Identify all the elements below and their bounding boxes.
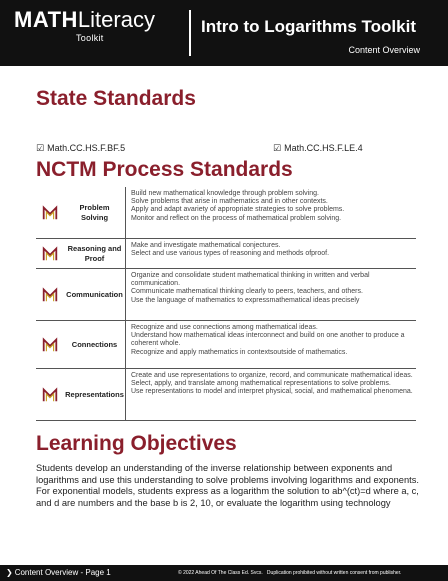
process-row	[36, 187, 416, 239]
description-line: Build new mathematical knowledge through problem solving.	[131, 190, 319, 197]
page-footer	[0, 565, 448, 581]
description-line: Make and investigate mathematical conjectures.	[131, 242, 281, 249]
process-description	[126, 321, 416, 368]
process-row	[36, 269, 416, 321]
standard-label: Math.CC.HS.F.LE.4	[284, 143, 363, 153]
math-m-icon	[36, 239, 64, 268]
math-m-icon	[36, 187, 64, 238]
learning-objectives-heading: Learning Objectives	[36, 432, 237, 455]
description-line: Monitor and reflect on the process of mathematical problem solving.	[131, 214, 342, 222]
brand-logo	[14, 7, 155, 43]
description-line: Use the language of mathematics to expressmathematical ideas precisely	[131, 296, 360, 304]
learning-objectives-text: Students develop an understanding of the inverse relationship between exponents and logarithms and use this understanding to solve problems involving logarithms and exponents. For exponential models, students express as a logarithm the solution to ab^(ct)=d where a, c, and d are numbers and the base b is 2, 10, or evaluate the logarithm using technology	[36, 463, 419, 508]
standard-label: Math.CC.HS.F.BF.5	[47, 143, 126, 153]
process-name: Representations	[64, 369, 126, 420]
process-standards-table	[36, 187, 416, 421]
description-line: Organize and consolidate student mathematical thinking in written and verbal communication.	[131, 272, 370, 288]
description-line: Recognize and apply mathematics in contextsoutside of mathematics.	[131, 348, 348, 356]
process-description	[126, 187, 416, 238]
logo-wordmark	[14, 8, 155, 32]
footer-legal	[178, 570, 401, 576]
checkbox-icon: ☑	[273, 143, 282, 153]
description-line: Understand how mathematical ideas interconnect and build on one another to produce a coherent whole.	[131, 332, 405, 348]
math-m-icon	[36, 269, 64, 320]
description-line: Use representations to model and interpret physical, social, and mathematical phenomena.	[131, 388, 413, 396]
state-standards-heading: State Standards	[36, 87, 196, 110]
description-line: Communicate mathematical thinking clearly to peers, teachers, and others.	[131, 288, 363, 296]
header-divider	[189, 10, 191, 56]
chevron-icon: ❯	[6, 568, 13, 577]
process-row	[36, 321, 416, 369]
description-line: Create and use representations to organize, record, and communicate mathematical ideas.	[131, 372, 413, 379]
math-m-icon	[36, 321, 64, 368]
math-m-icon	[36, 369, 64, 420]
description-line: Select, apply, and translate among mathematical representations to solve problems.	[131, 380, 391, 388]
process-description	[126, 239, 416, 268]
description-line: Select and use various types of reasoning and methods ofproof.	[131, 250, 330, 258]
logo-bold-text: MATH	[14, 7, 78, 32]
document-title: Intro to Logarithms Toolkit	[201, 17, 416, 36]
logo-light-text: Literacy	[77, 7, 155, 32]
description-line: Apply and adapt avariety of appropriate strategies to solve problems.	[131, 206, 345, 214]
footer-page-label	[6, 568, 111, 577]
standard-item	[36, 143, 125, 154]
process-name: Connections	[64, 321, 126, 368]
process-name: Communication	[64, 269, 126, 320]
process-description	[126, 269, 416, 320]
process-row	[36, 239, 416, 269]
description-line: Recognize and use connections among mathematical ideas.	[131, 324, 318, 331]
process-name: Reasoning and Proof	[64, 239, 126, 268]
footer-notice: Duplication prohibited without written consent from publisher.	[266, 570, 402, 576]
footer-copyright: © 2022 Ahead Of The Class Ed. Svcs.	[178, 570, 263, 576]
footer-page-text: Content Overview - Page 1	[14, 568, 111, 577]
process-row	[36, 369, 416, 421]
logo-subtitle: Toolkit	[76, 33, 104, 43]
checkbox-icon: ☑	[36, 143, 45, 153]
nctm-heading: NCTM Process Standards	[36, 158, 293, 181]
process-description	[126, 369, 416, 420]
standard-item	[273, 143, 363, 154]
page-header	[0, 0, 448, 66]
description-line: Solve problems that arise in mathematics and in other contexts.	[131, 198, 328, 206]
process-name: Problem Solving	[64, 187, 126, 238]
document-subtitle: Content Overview	[348, 45, 420, 55]
